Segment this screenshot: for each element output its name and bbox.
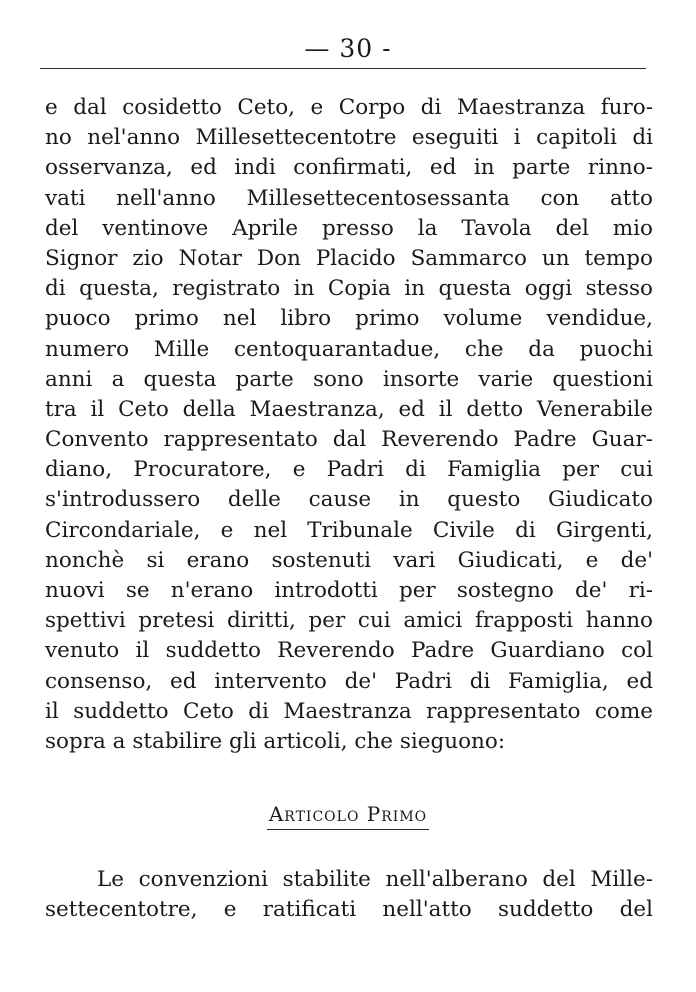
article-text bbox=[45, 865, 653, 925]
text-line: no nel'anno Millesettecentotre eseguiti i capitoli di bbox=[45, 125, 653, 151]
text-line: settecentotre, e ratificati nell'atto suddetto del bbox=[45, 897, 653, 923]
text-line: del ventinove Aprile presso la Tavola del mio bbox=[45, 215, 653, 241]
page-number: — 30 - bbox=[304, 34, 392, 63]
text-line: osservanza, ed indi confirmati, ed in parte rinno- bbox=[45, 155, 653, 181]
text-line: vati nell'anno Millesettecentosessanta con atto bbox=[45, 185, 653, 211]
text-line: Le convenzioni stabilite nell'alberano del Mille- bbox=[97, 867, 653, 892]
section-heading bbox=[0, 801, 696, 830]
text-line: e dal cosidetto Ceto, e Corpo di Maestranza furo- bbox=[45, 95, 653, 120]
text-line: spettivi pretesi diritti, per cui amici frapposti hanno bbox=[45, 608, 653, 634]
header-rule bbox=[40, 68, 646, 69]
text-line: Circondariale, e nel Tribunale Civile di Girgenti, bbox=[45, 517, 653, 543]
text-line: di questa, registrato in Copia in questa oggi stesso bbox=[45, 276, 653, 302]
text-line: venuto il suddetto Reverendo Padre Guardiano col bbox=[45, 638, 653, 664]
text-line: sopra a stabilire gli articoli, che sieguono: bbox=[45, 728, 506, 754]
text-line: anni a questa parte sono insorte varie questioni bbox=[45, 366, 653, 392]
text-line: diano, Procuratore, e Padri di Famiglia per cui bbox=[45, 457, 653, 483]
text-line: tra il Ceto della Maestranza, ed il detto Venerabile bbox=[45, 396, 653, 422]
text-line: Convento rappresentato dal Reverendo Padre Guar- bbox=[45, 427, 653, 453]
text-line: il suddetto Ceto di Maestranza rappresentato come bbox=[45, 698, 653, 724]
text-line: s'introdussero delle cause in questo Giudicato bbox=[45, 487, 653, 513]
section-heading-text: Articolo Primo bbox=[267, 801, 429, 830]
text-line: nonchè si erano sostenuti vari Giudicati, e de' bbox=[45, 547, 653, 573]
body-text bbox=[45, 93, 653, 757]
text-line: nuovi se n'erano introdotti per sostegno de' ri- bbox=[45, 578, 653, 603]
text-line: consenso, ed intervento de' Padri di Famiglia, ed bbox=[45, 668, 653, 694]
text-line: puoco primo nel libro primo volume vendidue, bbox=[45, 306, 653, 332]
text-line: numero Mille centoquarantadue, che da puochi bbox=[45, 336, 653, 362]
text-line: Signor zio Notar Don Placido Sammarco un tempo bbox=[45, 245, 653, 271]
